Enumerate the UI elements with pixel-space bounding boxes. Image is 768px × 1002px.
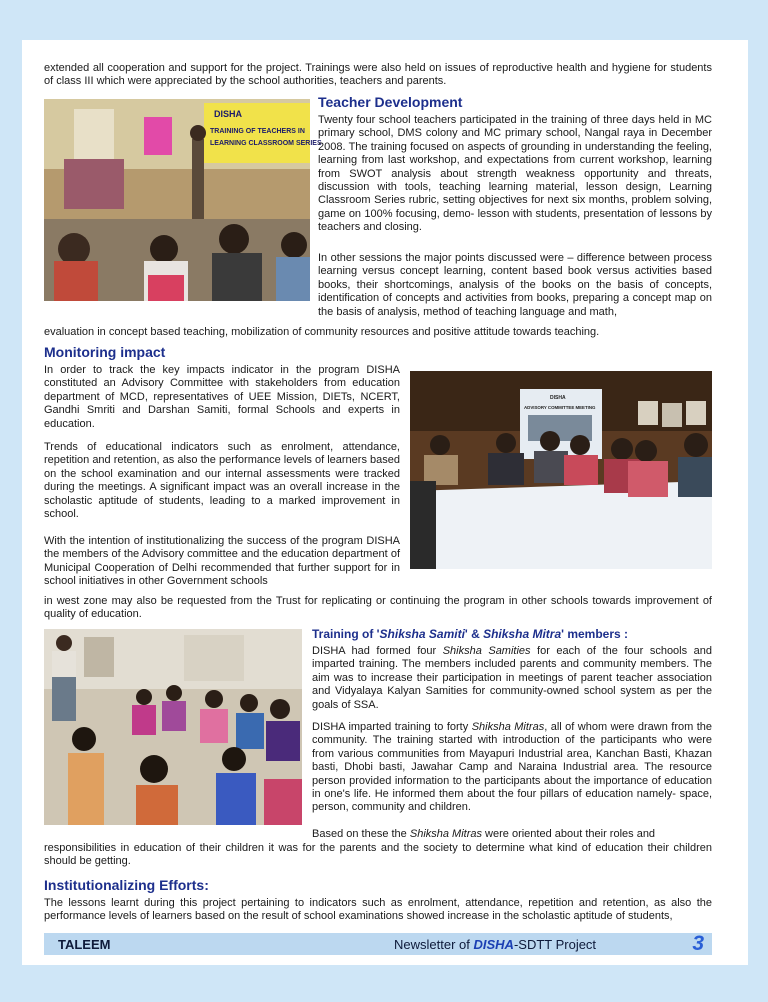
footer-newsletter-a: Newsletter of	[394, 937, 474, 952]
footer-brand: DISHA	[473, 937, 514, 952]
heading-part-b: Shiksha Samiti	[379, 627, 465, 641]
footer-newsletter	[394, 937, 596, 952]
training-samiti-para3-end: responsibilities in education of their children it was for the parents and the society to determine what kind of education their children should be getting.	[44, 842, 712, 868]
shiksha-mitra-training-photo	[44, 629, 302, 825]
intro-paragraph: extended all cooperation and support for the project. Trainings were also held on issues of reproductive health and hygiene for students of class III which were appreciated by the school authorities, teachers and parents.	[44, 62, 712, 88]
meeting-banner-title: ADVISORY COMMITTEE MEETING	[524, 405, 596, 410]
footer-newsletter-b: -SDTT Project	[513, 937, 597, 952]
p2-text-a: DISHA imparted training to forty	[312, 721, 472, 733]
p2-text-b: Shiksha Mitras	[471, 721, 545, 733]
heading-part-c: ' &	[464, 627, 484, 641]
monitoring-para3-end: in west zone may also be requested from the Trust for replicating or continuing the program in other schools towards improvement of quality of education.	[44, 595, 712, 621]
banner-training-text: TRAINING OF TEACHERS IN	[210, 128, 305, 135]
teacher-development-heading: Teacher Development	[318, 94, 463, 110]
teacher-development-para1: Twenty four school teachers participated in the training of three days held in MC primary school, DMS colony and MC primary school, Nangal raya in December 2008. The training focused on aspects of grounding in understanding the feeling, learning from last workshop, and expectations from current workshop, learning from SWOT analysis about strength weakness opportunity and threats, discussion with tools, teaching learning material, lesson design, Learning Classroom Series rubric, setting objectives for next six months, problem solving, game on 100% focusing, demo- lesson with students, presentation of lessons by teachers and closing.	[318, 114, 712, 234]
p1-text-a: DISHA had formed four	[312, 645, 443, 657]
footer-band	[44, 933, 712, 955]
p1-text-c: for each of the four schools and imparted training. The members included parents and community members. The aim was to increase their participation in meetings of parent teacher association and Vidyalaya Kalyan Samities for community-owned school system as per the goals of SSA.	[312, 645, 713, 711]
p3-text-c: were oriented about their roles and	[482, 828, 656, 840]
heading-part-e: ' members :	[561, 627, 629, 641]
training-samiti-para1	[312, 645, 712, 712]
page-number: 3	[692, 932, 704, 955]
footer-taleem: TALEEM	[58, 937, 111, 952]
institutionalizing-heading: Institutionalizing Efforts:	[44, 877, 209, 893]
p3-text-b: Shiksha Mitras	[409, 828, 482, 840]
monitoring-heading: Monitoring impact	[44, 344, 166, 360]
heading-part-a: Training of '	[312, 627, 380, 641]
heading-part-d: Shiksha Mitra	[483, 627, 562, 641]
meeting-banner-disha: DISHA	[550, 395, 566, 401]
training-samiti-para2	[312, 721, 712, 815]
advisory-meeting-photo	[410, 371, 712, 569]
monitoring-para3: With the intention of institutionalizing the success of the program DISHA the members of the Advisory committee and the education department of Municipal Cooperation of Delhi recommended that further support for in school initiatives in other Government schools	[44, 535, 400, 588]
p2-text-c: , all of whom were drawn from the community. The training started with introduction of the participants who were from various communities from Mayapuri Industrial area, Kanchan Basti, Khazan basti, Dhobi basti, Jawahar Camp and Naraina Industrial area. The resource person provided information to the participants about the importance of education in one's life. He informed them about the four pillars of education namely- space, person, community and children.	[312, 721, 713, 814]
teacher-development-para2: In other sessions the major points discussed were – difference between process learning versus concept learning, content based book versus activities based books, their shortcomings, analysis of the books on the basis of concepts, identification of concepts and activities from books, preparing a concept map on the basis of analysis, method of teaching language and math,	[318, 252, 712, 318]
monitoring-para1: In order to track the key impacts indicator in the program DISHA constituted an Advisory Committee with stakeholders from education department of MCD, representatives of UEE Mission, DIETs, NCERT, Gandhi Smriti and Darshan Samiti, formal Schools and experts in education.	[44, 364, 400, 430]
training-samiti-heading	[312, 627, 628, 641]
teacher-training-photo	[44, 99, 322, 301]
p3-text-a: Based on these the	[312, 828, 410, 840]
institutionalizing-text: The lessons learnt during this project pertaining to indicators such as enrolment, attendance, repetition and retention, as also the performance levels of learners based on the result of school examinations showed increase in the scholastic aptitude of students,	[44, 897, 712, 923]
monitoring-para2: Trends of educational indicators such as enrolment, attendance, repetition and retention, as also the performance levels of learners based on the school examination and our internal assessments were tracked during the meetings. A significant impact was an overall increase in the scholastic aptitude of students, leading to a marked improvement in school.	[44, 441, 400, 521]
p1-text-b: Shiksha Samities	[442, 645, 531, 657]
training-samiti-para3	[312, 828, 712, 841]
banner-series-text: LEARNING CLASSROOM SERIES	[210, 140, 322, 147]
banner-disha-text: DISHA	[214, 109, 243, 119]
teacher-development-para2-end: evaluation in concept based teaching, mobilization of community resources and positive attitude towards teaching.	[44, 326, 600, 338]
